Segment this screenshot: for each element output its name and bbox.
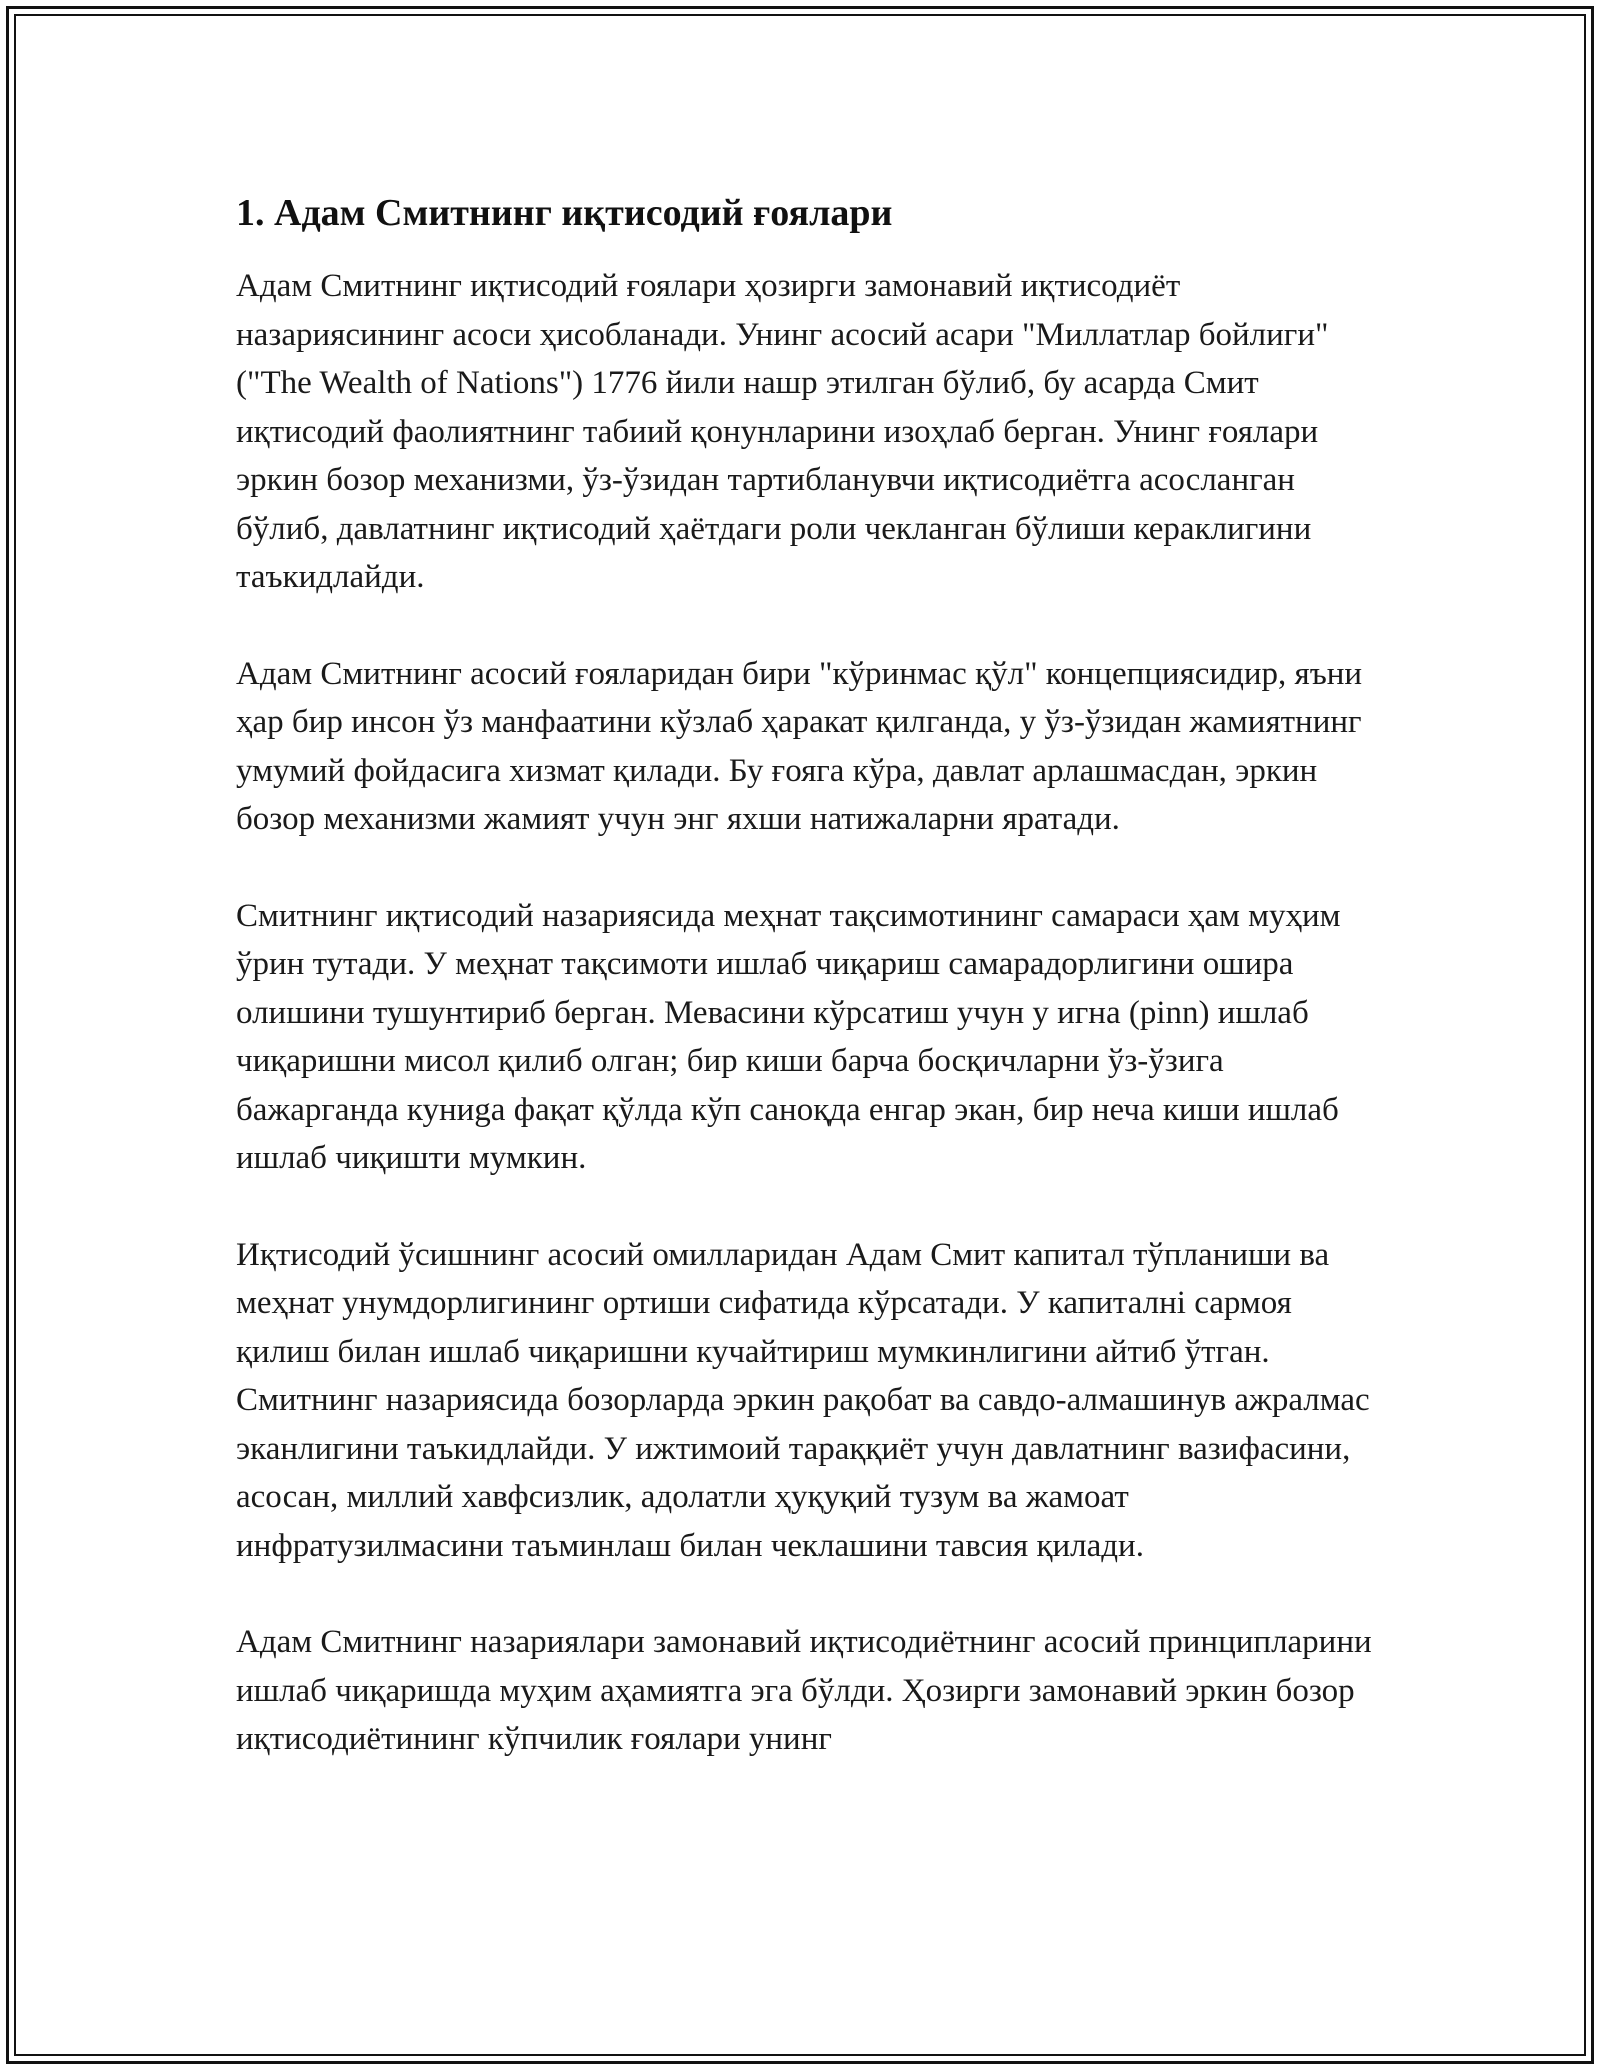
paragraph: Иқтисодий ўсишнинг асосий омилларидан Адам Смит капитал тўпланиши ва меҳнат унумдорлигининг ортиши сифатида кўрсатади. У капиталнi сармоя қилиш билан ишлаб чиқаришни кучайтириш мумкинлигини айтиб ўтган. Смитнинг назариясида бозорларда эркин рақобат ва савдо-алмашинув ажралмас эканлигини таъкидлайди. У ижтимоий тараққиёт учун давлатнинг вазифасини, асосан, миллий хавфсизлик, адолатли ҳуқуқий тузум ва жамоат инфратузилмасини таъминлаш билан чеклашини тавсия қилади. <box>236 1236 1370 1564</box>
paragraph: Смитнинг иқтисодий назариясида меҳнат тақсимотининг самараси ҳам муҳим ўрин тутади. У меҳнат тақсимоти ишлаб чиқариш самарадорлигини ошира олишини тушунтириб берган. Мевасини кўрсатиш учун у игна (pinn) ишлаб чиқаришни мисол қилиб олган; бир киши барча босқичларни ўз-ўзига бажарганда куниga фақат қўлда кўп саноқда енгар экан, бир неча киши ишлаб ишлаб чиқишти мумкин. <box>236 897 1341 1176</box>
section-heading: 1. Адам Смитнинг иқтисодий ғоялари <box>236 192 893 234</box>
paragraph: Адам Смитнинг иқтисодий ғоялари ҳозирги замонавий иқтисодиёт назариясининг асоси ҳисобланади. Унинг асосий асари "Миллатлар бойлиги" ("The Wealth of Nations") 1776 йили нашр этилган бўлиб, бу асарда Смит иқтисодий фаолиятнинг табиий қонунларини изоҳлаб берган. Унинг ғоялари эркин бозор механизми, ўз-ўзидан тартибланувчи иқтисодиётга асосланган бўлиб, давлатнинг иқтисодий ҳаётдаги роли чекланган бўлиши кераклигини таъкидлайди. <box>236 268 1329 595</box>
document-body <box>236 190 1386 1812</box>
paragraph: Адам Смитнинг назариялари замонавий иқтисодиётнинг асосий принципларини ишлаб чиқаришда муҳим аҳамиятга эга бўлди. Ҳозирги замонавий эркин бозор иқтисодиётининг кўпчилик ғоялари унинг <box>236 1624 1372 1757</box>
paragraph: Адам Смитнинг асосий ғояларидан бири "кўринмас қўл" концепциясидир, яъни ҳар бир инсон ўз манфаатини кўзлаб ҳаракат қилганда, у ўз-ўзидан жамиятнинг умумий фойдасига хизмат қилади. Бу ғояга кўра, давлат арлашмасдан, эркин бозор механизми жамият учун энг яхши натижаларни яратади. <box>236 655 1363 837</box>
